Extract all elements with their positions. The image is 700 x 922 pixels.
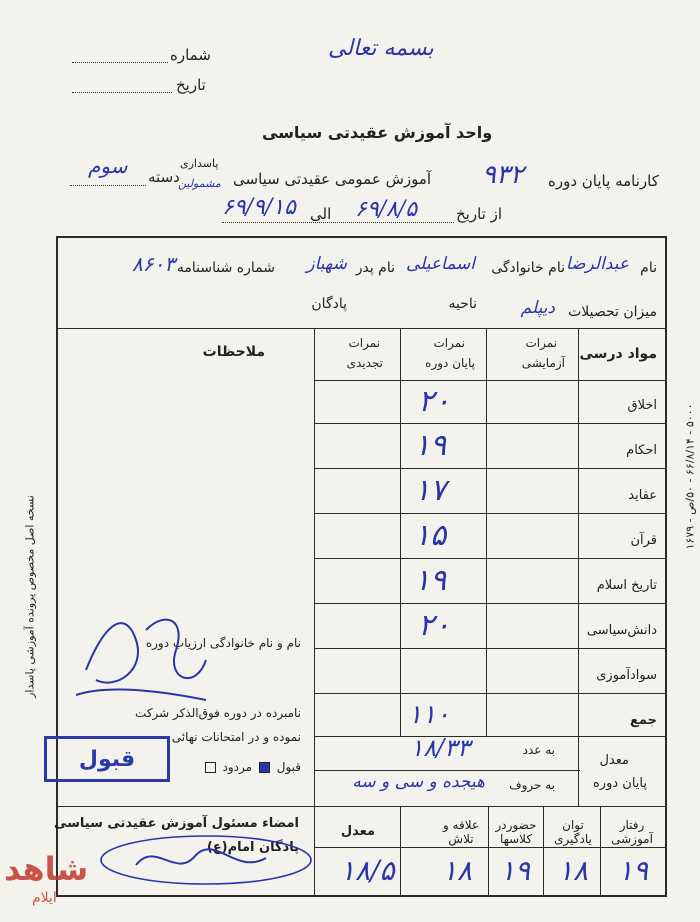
education-label: میزان تحصیلات xyxy=(568,304,657,320)
accept-reject xyxy=(202,760,301,774)
date-line xyxy=(72,92,172,93)
grade-0: ۲۰ xyxy=(418,384,451,419)
average-label-bottom: پایان دوره xyxy=(593,776,647,791)
subject-4: تاریخ اسلام xyxy=(596,578,657,593)
course-text: آموزش عمومی عقیدتی سیاسی xyxy=(233,170,432,188)
from-date-label: از تاریخ xyxy=(456,205,503,223)
grade-5: ۲۰ xyxy=(418,608,451,643)
bottom-header-0: رفتار آموزشی xyxy=(611,818,653,846)
id-label: شماره شناسنامه xyxy=(176,260,275,276)
id-value: ۸۶۰۳ xyxy=(132,252,175,276)
numeric-label: به عدد xyxy=(522,743,555,757)
team-value: سوم xyxy=(88,154,128,178)
average-label-top: معدل xyxy=(599,753,629,768)
to-date-label: الی xyxy=(310,205,332,223)
family-value: اسماعیلی xyxy=(405,254,475,274)
signature-title: امضاء مسئول آموزش عقیدتی سیاسی xyxy=(53,816,299,831)
grade-4: ۱۹ xyxy=(414,563,447,598)
number-line xyxy=(72,62,168,63)
header-retake-top: نمرات xyxy=(348,336,380,350)
header-exam-bottom: آزمایشی xyxy=(521,356,565,370)
team-label: دسته xyxy=(148,168,180,186)
side-text-left: نسخه اصل مخصوص پرونده آموزشی پاسدار xyxy=(23,495,37,698)
bottom-value-3: ۱۸ xyxy=(442,854,473,887)
bottom-header-4: معدل xyxy=(340,824,375,839)
bottom-header-1: توان یادگیری xyxy=(554,818,592,846)
officer-signature xyxy=(96,830,316,890)
date-dotted-line xyxy=(222,222,454,223)
header-final-bottom: پایان دوره xyxy=(425,356,475,370)
signature-subtitle: پادگان امام(ع) xyxy=(206,840,299,855)
page-title: واحد آموزش عقیدتی سیاسی xyxy=(262,123,493,142)
letters-value: هیجده و سی و سه xyxy=(352,772,485,792)
name-value: عبدالرضا xyxy=(565,254,629,274)
remarks-evaluator: نام و نام خانوادگی ارزیاب دوره xyxy=(145,636,301,650)
father-label: نام پدر xyxy=(355,260,395,276)
watermark-logo xyxy=(4,846,90,910)
rejected-label: مردود xyxy=(222,760,253,774)
total-label: جمع xyxy=(630,713,657,728)
date-label: تاریخ xyxy=(176,76,206,94)
father-value: شهباز xyxy=(306,254,347,274)
remarks-line-1: نامبرده در دوره فوق‌الذکر شرکت xyxy=(135,706,301,720)
to-date-value: ۶۹/۹/۱۵ xyxy=(222,195,296,220)
bottom-value-4: ۱۸/۵ xyxy=(340,854,395,887)
from-date-value: ۶۹/۸/۵ xyxy=(355,197,418,222)
header-remarks: ملاحظات xyxy=(202,344,265,360)
header-exam-top: نمرات xyxy=(525,336,557,350)
bottom-value-0: ۱۹ xyxy=(618,854,649,887)
accepted-checkbox xyxy=(259,762,270,773)
bottom-value-2: ۱۹ xyxy=(500,854,531,887)
course-above-top: پاسداری xyxy=(180,157,219,170)
bismillah: بسمه تعالی xyxy=(328,36,434,61)
side-text-right: ۵۰۰۰ - ۶۶/۸/۱۴ - ۵۰/ص - ۱۶۷۹ xyxy=(683,403,697,550)
course-above-bottom: مشمولین xyxy=(178,177,221,190)
subject-2: عقاید xyxy=(628,488,657,503)
header-retake-bottom: تجدیدی xyxy=(346,356,383,370)
number-label: شماره xyxy=(170,46,211,64)
grade-2: ۱۷ xyxy=(414,473,447,508)
bottom-header-2: حضوردر کلاسها xyxy=(495,818,537,846)
header-final-top: نمرات xyxy=(433,336,465,350)
team-line xyxy=(70,185,146,186)
subject-1: احکام xyxy=(626,443,657,458)
subject-3: قرآن xyxy=(630,533,657,548)
grade-3: ۱۵ xyxy=(414,518,447,553)
subject-6: سوادآموزی xyxy=(596,668,657,683)
bottom-value-1: ۱۸ xyxy=(558,854,589,887)
accepted-stamp: قبول xyxy=(44,736,170,782)
subject-5: دانش‌سیاسی xyxy=(586,623,657,638)
total-value: ۱۱۰ xyxy=(408,700,450,730)
district-label: ناحیه xyxy=(448,296,477,312)
family-label: نام خانوادگی xyxy=(491,260,565,276)
rejected-checkbox xyxy=(205,762,216,773)
numeric-value: ۱۸/۳۳ xyxy=(410,734,470,762)
subject-0: اخلاق xyxy=(627,398,657,413)
course-number: ۹۳۲ xyxy=(482,160,524,190)
grades-table xyxy=(53,236,667,897)
name-label: نام xyxy=(640,260,657,276)
grade-1: ۱۹ xyxy=(414,428,447,463)
education-value: دیپلم xyxy=(520,298,555,318)
header-subjects: مواد درسی xyxy=(579,346,657,362)
watermark-sub: ایلام xyxy=(32,890,57,906)
accepted-label: قبول xyxy=(276,760,301,774)
watermark-main: شاهد xyxy=(4,850,89,888)
garrison-label: پادگان xyxy=(311,296,347,312)
evaluator-signature xyxy=(66,600,216,710)
remarks-line-2: نموده و در امتحانات نهائی xyxy=(171,730,301,744)
letters-label: به حروف xyxy=(509,778,555,792)
bottom-header-3: علاقه و تلاش xyxy=(442,818,480,846)
report-prefix: کارنامه پایان دوره xyxy=(548,172,659,190)
